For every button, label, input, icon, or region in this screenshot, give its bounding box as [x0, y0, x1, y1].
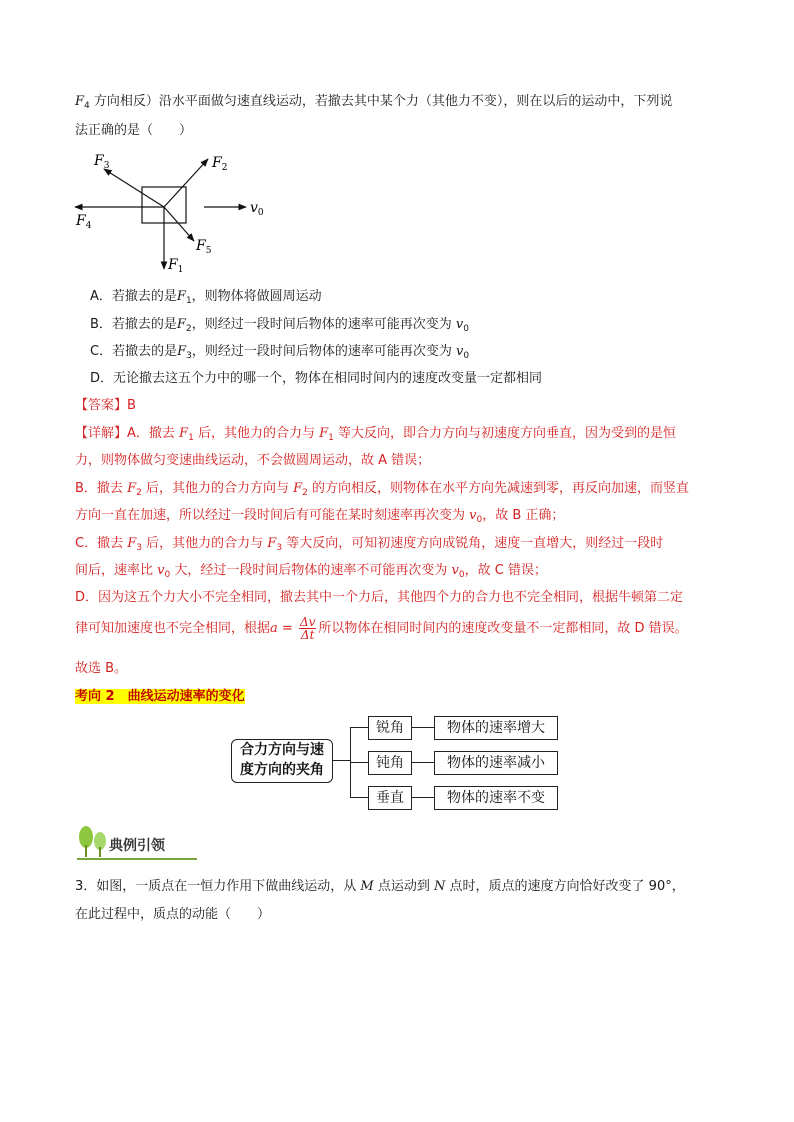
result-decrease: 物体的速率减小 [434, 751, 558, 775]
option-d: D．无论撤去这五个力中的哪一个，物体在相同时间内的速度改变量一定都相同 [90, 371, 543, 386]
explanation-line-2: 力，则物体做匀变速曲线运动，不会做圆周运动，故 A 错误； [75, 453, 431, 468]
arrow-f3 [104, 169, 164, 207]
example-banner [73, 825, 198, 861]
answer-line: 【答案】B [75, 398, 136, 413]
explanation-line-6: 间后，速率比 $v_0$ 大，经过一段时间后物体的速率不可能再次变为 $v_0$，故 C 错误； [75, 563, 547, 580]
explanation-line-5: C．撤去 $F_3$ 后，其他力的合力与 $F_3$ 等大反向，可知初速度方向成锐角，速度一直增大，则经过一段时 [75, 536, 664, 553]
explanation-line-9: 故选 B。 [75, 661, 128, 676]
label-f4: $F_4$ [76, 213, 92, 231]
delta-fraction: $\frac{\Delta v}{\Delta t}$ [299, 615, 316, 642]
angle-obtuse: 钝角 [368, 751, 412, 775]
option-a: A．若撤去的是$F_1$，则物体将做圆周运动 [90, 289, 322, 306]
explanation-line-7: D．因为这五个力大小不完全相同，撤去其中一个力后，其他四个力的合力也不完全相同，根据牛顿第二定 [75, 590, 684, 605]
option-c: C．若撤去的是$F_3$，则经过一段时间后物体的速率可能再次变为 $v_0$ [90, 344, 470, 361]
explanation-line-1: 【详解】A．撤去 $F_1$ 后，其他力的合力与 $F_1$ 等大反向，即合力方向与初速度方向垂直，因为受到的是恒 [75, 426, 677, 443]
section-heading: 考向 2 曲线运动速率的变化 [75, 689, 245, 704]
question-intro-line1: $F_4$ 方向相反）沿水平面做匀速直线运动，若撤去其中某个力（其他力不变），则在以后的运动中，下列说 [75, 94, 673, 111]
option-b: B．若撤去的是$F_2$，则经过一段时间后物体的速率可能再次变为 $v_0$ [90, 317, 469, 334]
angle-right: 垂直 [368, 786, 412, 810]
question3-line1: 3．如图，一质点在一恒力作用下做曲线运动，从 M 点运动到 N 点时，质点的速度方向恰好改变了 90°， [75, 879, 685, 894]
flowchart-root: 合力方向与速 度方向的夹角 [231, 739, 333, 783]
result-unchanged: 物体的速率不变 [434, 786, 558, 810]
arrow-f5 [164, 207, 194, 241]
label-v0: $v_0$ [250, 200, 264, 218]
label-f5: $F_5$ [196, 238, 212, 256]
question3-line2: 在此过程中，质点的动能（ ） [75, 907, 271, 922]
force-diagram [70, 145, 280, 275]
question-intro-line2: 法正确的是（ ） [75, 123, 193, 138]
label-f2: $F_2$ [212, 155, 228, 173]
angle-acute: 锐角 [368, 716, 412, 740]
banner-underline [77, 858, 197, 860]
tree-icon [73, 825, 113, 859]
explanation-line-4: 方向一直在加速，所以经过一段时间后有可能在某时刻速率再次变为 $v_0$，故 B 正确； [75, 508, 565, 525]
result-increase: 物体的速率增大 [434, 716, 558, 740]
example-banner-title: 典例引领 [109, 838, 165, 854]
explanation-line-8: 律可知加速度也不完全相同，根据a = $\frac{\Delta v}{\Delta t}$ 所以物体在相同时间内的速度改变量不一定都相同，故 D 错误。 [75, 615, 688, 642]
label-f1: $F_1$ [168, 257, 184, 275]
label-f3: $F_3$ [94, 153, 110, 171]
explanation-line-3: B．撤去 $F_2$ 后，其他力的合力方向与 $F_2$ 的方向相反，则物体在水平方向先减速到零，再反向加速，而竖直 [75, 481, 690, 498]
